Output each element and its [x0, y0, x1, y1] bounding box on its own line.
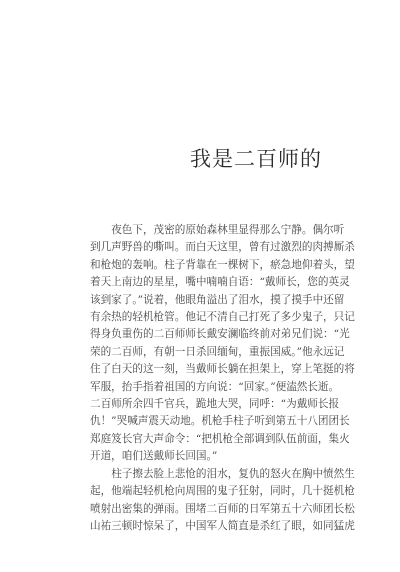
text-line: 荣的二百师，有朝一日杀回缅甸，重振国威。”他永远记: [90, 345, 345, 358]
text-line: 军服，抬手指着祖国的方向说：“回家。”便溘然长逝。: [90, 380, 340, 393]
text-line: 着天上南边的星星，嘴中喃喃自语：“戴师长，您的英灵: [90, 276, 350, 289]
text-line: 柱子擦去脸上悲怆的泪水，复仇的怒火在胸中愤然生: [111, 467, 355, 480]
text-line: 郑庭笈长官大声命令：“把机枪全部调到队伍前面，集火: [90, 432, 350, 445]
text-line: 二百师所余四千官兵，跪地大哭，同呼：“为戴师长报: [90, 398, 340, 411]
text-line: 住了白天的这一刻，当戴师长躺在担架上，穿上笔挺的将: [90, 363, 355, 376]
text-line: 起，他端起轻机枪向周围的鬼子狂射，同时，几十挺机枪: [90, 485, 355, 498]
text-line: 夜色下，茂密的原始森林里显得那么宁静。偶尔听: [111, 224, 345, 236]
chapter-title: 我是二百师的: [190, 147, 322, 172]
text-line: 仇！”哭喊声震天动地。机枪手柱子听到第五十八团团长: [90, 415, 350, 428]
text-line: 该到家了。”说着，他眼角溢出了泪水，摸了摸手中还留: [90, 293, 345, 306]
text-line: 开道，咱们送戴师长回国。”: [90, 450, 218, 463]
text-line: 和枪炮的轰响。柱子背靠在一棵树下，瘀急地仰着头，望: [90, 258, 355, 271]
paragraph: [90, 222, 355, 466]
text-line: 有余热的轻机枪管。他记不清自己打死了多少鬼子，只记: [90, 311, 355, 324]
text-line: 到几声野兽的嘶叫。而白天这里，曾有过激烈的肉搏厮杀: [90, 241, 355, 254]
paragraph: [90, 466, 355, 536]
chapter-body: [90, 222, 355, 535]
text-line: 山祐三顿时惊呆了，中国军人简直是杀红了眼，如同猛虎: [90, 519, 355, 532]
text-line: 喷射出密集的弹雨。围堵二百师的日军第五十六师团长松: [90, 502, 355, 515]
text-line: 得身负重伤的二百师师长戴安澜临终前对弟兄们说：“光: [90, 328, 350, 341]
